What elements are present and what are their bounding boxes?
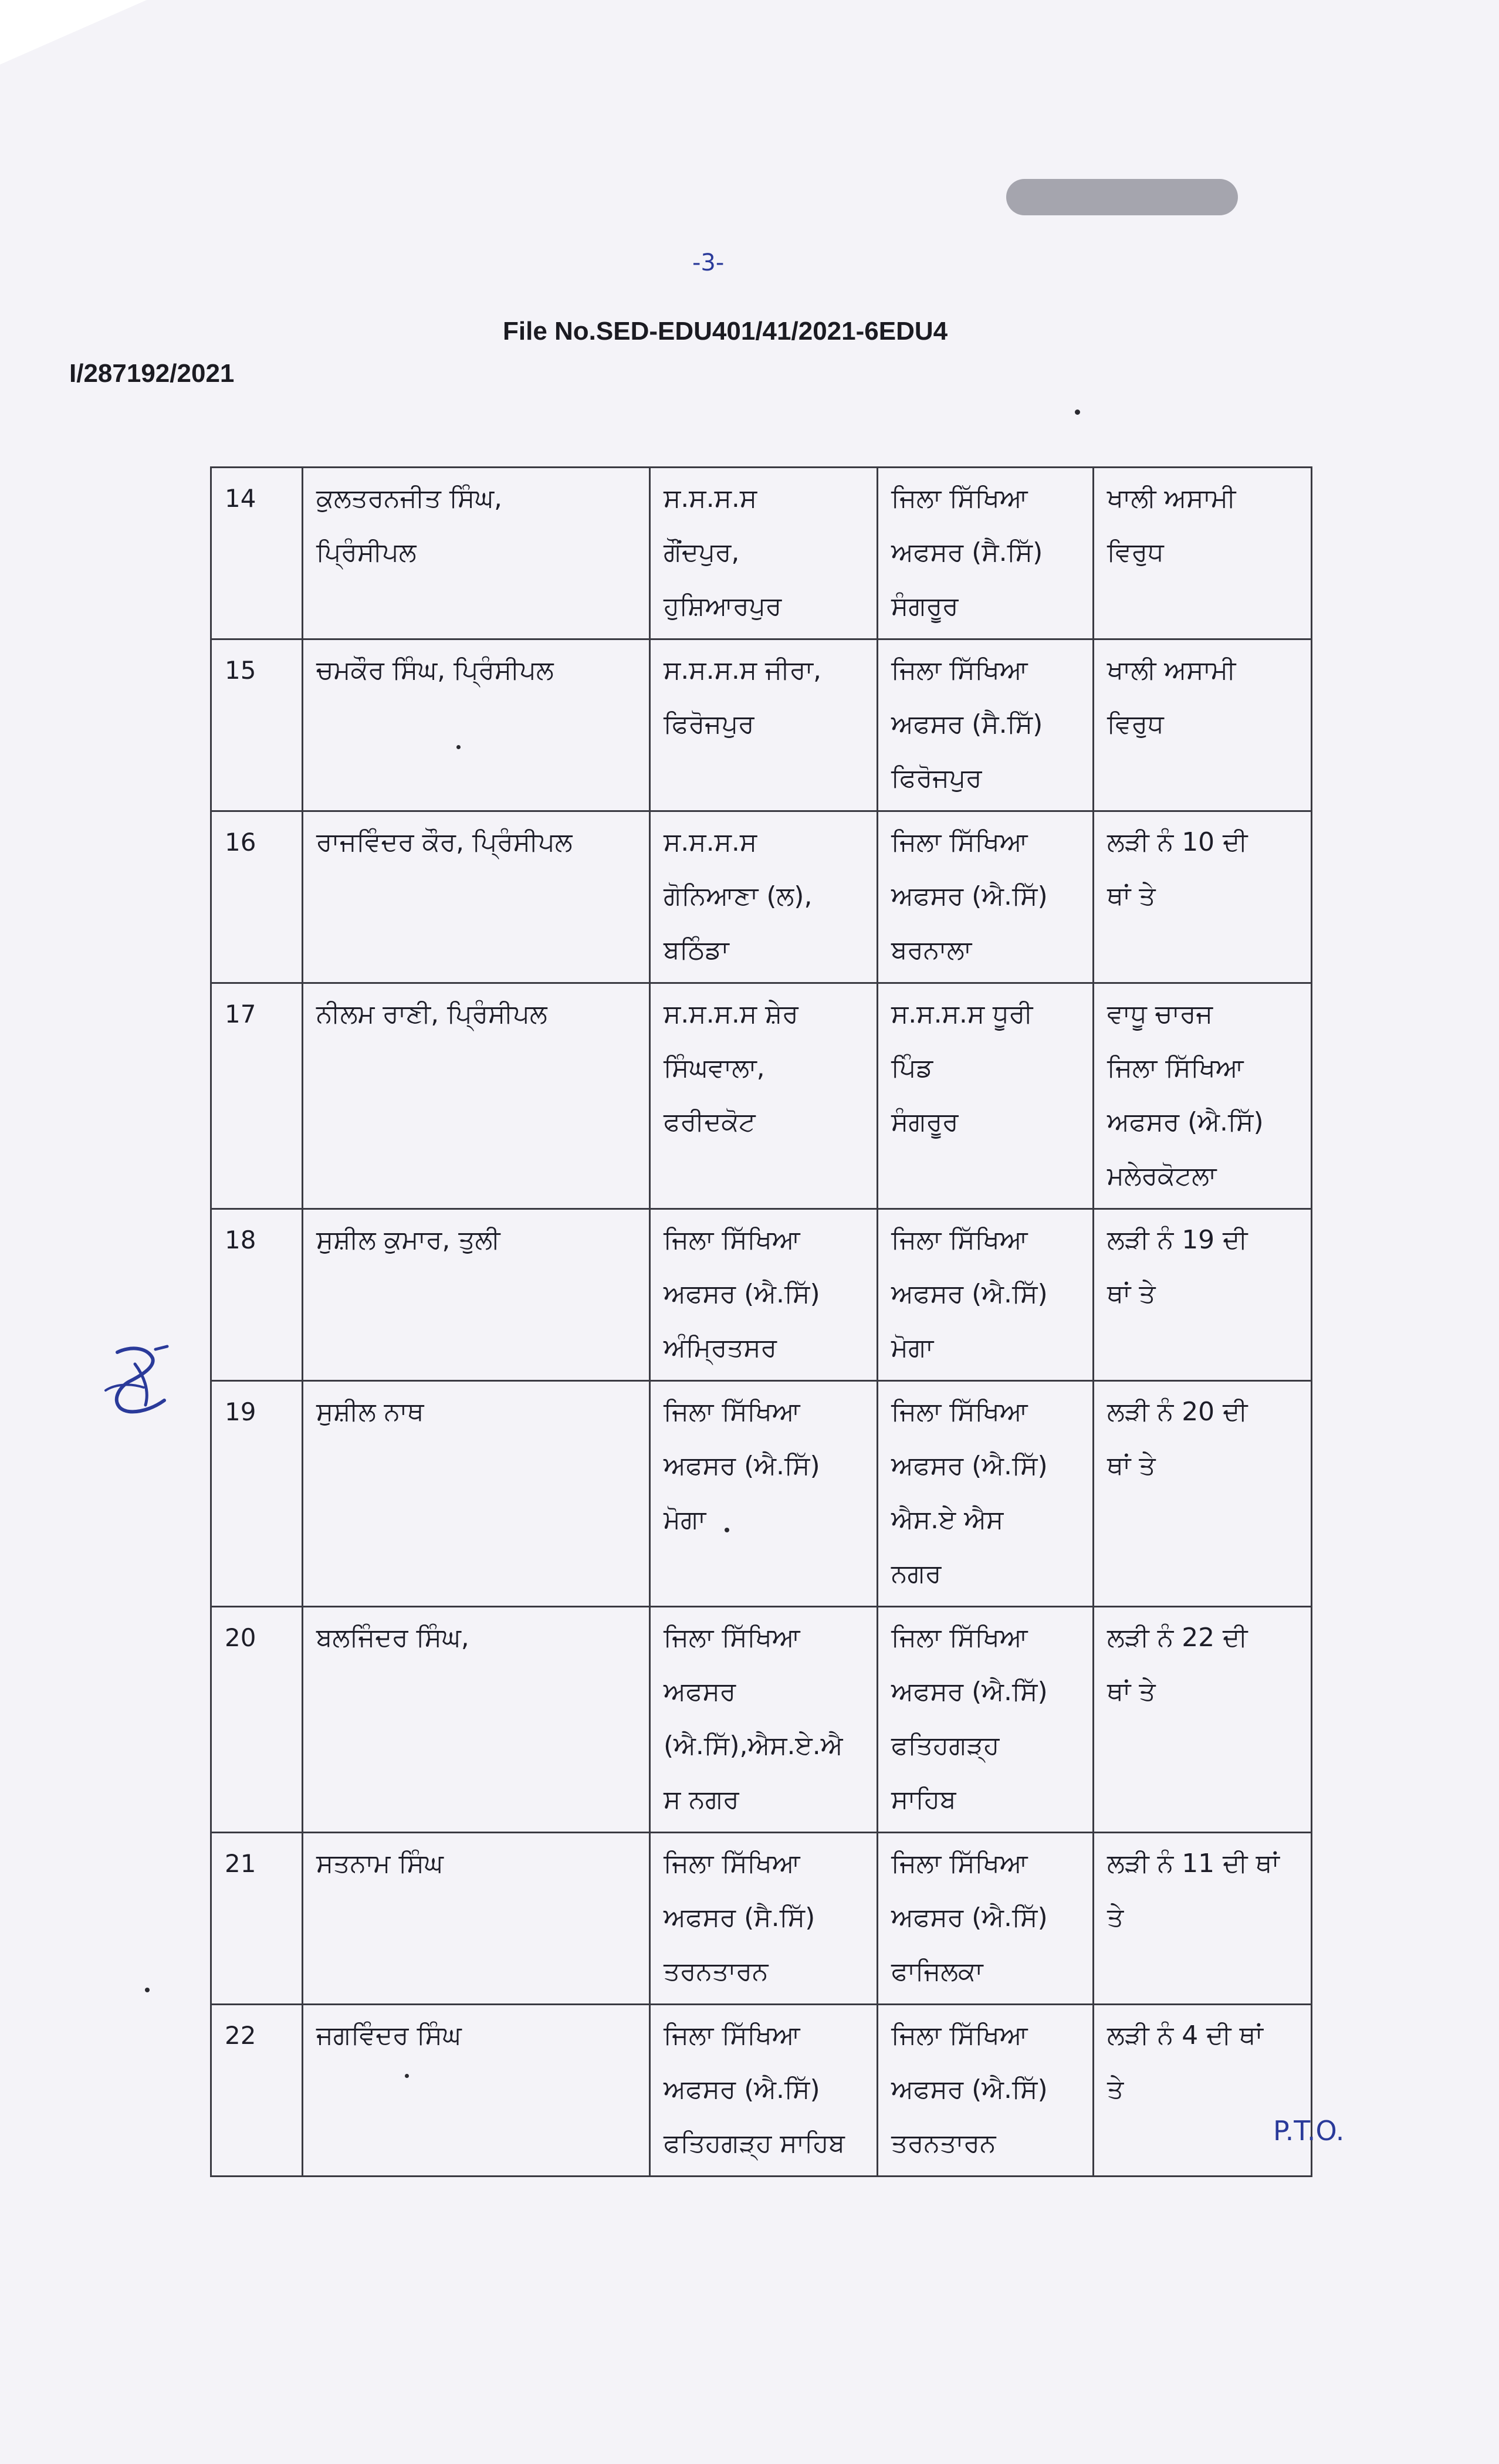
cell-line: ਅਫਸਰ (ਸੈ.ਸਿੱ) (891, 709, 1043, 739)
cell-line: ਜਿਲਾ ਸਿੱਖਿਆ (891, 1225, 1028, 1255)
remarks-cell (1094, 811, 1312, 983)
officer-name-cell (303, 983, 650, 1209)
current-posting-cell (650, 1209, 878, 1381)
cell-line: ਅਫਸਰ (ਐ.ਸਿੱ) (891, 1677, 1048, 1707)
cell-line: ਬਲਜਿੰਦਰ ਸਿੰਘ, (316, 1623, 469, 1653)
serial-number-cell: 19 (211, 1381, 303, 1607)
new-posting-cell (878, 1209, 1094, 1381)
cell-line: (ਐ.ਸਿੱ),ਐਸ.ਏ.ਐ (664, 1731, 843, 1761)
new-posting-cell (878, 2005, 1094, 2177)
cell-line: ਜਿਲਾ ਸਿੱਖਿਆ (664, 1397, 800, 1427)
cell-line: ਸ.ਸ.ਸ.ਸ ਸ਼ੇਰ (664, 999, 798, 1029)
cell-line: ਸ.ਸ.ਸ.ਸ ਜੀਰਾ, (664, 655, 821, 685)
cell-line: ਫਤਿਹਗੜ੍ਹ (891, 1731, 1000, 1761)
speck-mark (1075, 409, 1080, 415)
cell-line: ਜਿਲਾ ਸਿੱਖਿਆ (664, 1849, 800, 1879)
serial-number-cell: 21 (211, 1833, 303, 2005)
cell-line: ਵਾਧੂ ਚਾਰਜ (1107, 999, 1213, 1029)
cell-line: ਜਿਲਾ ਸਿੱਖਿਆ (891, 1397, 1028, 1427)
cell-line: ਅਫਸਰ (664, 1677, 736, 1707)
handwritten-initials (94, 1335, 182, 1423)
cell-line: ਅਫਸਰ (ਐ.ਸਿੱ) (664, 2074, 820, 2104)
serial-number-cell: 16 (211, 811, 303, 983)
cell-line: ਅਫਸਰ (ਐ.ਸਿੱ) (891, 2074, 1048, 2104)
remarks-cell (1094, 2005, 1312, 2177)
cell-line: ਕੁਲਤਰਨਜੀਤ ਸਿੰਘ, (316, 483, 503, 513)
officer-name-cell (303, 2005, 650, 2177)
cell-line: ਬਰਨਾਲਾ (891, 935, 972, 965)
cell-line: ਅਫਸਰ (ਸੈ.ਸਿੱ) (664, 1903, 816, 1932)
new-posting-cell (878, 468, 1094, 639)
cell-line: ਫਿਰੋਜਪੁਰ (664, 709, 754, 739)
cell-line: ਤੇ (1107, 1903, 1124, 1932)
cell-line: ਐਸ.ਏ ਐਸ (891, 1505, 1004, 1535)
remarks-cell (1094, 1209, 1312, 1381)
new-posting-cell (878, 983, 1094, 1209)
cell-line: ਖਾਲੀ ਅਸਾਮੀ (1107, 655, 1236, 685)
cell-line: ਥਾਂ ਤੇ (1107, 881, 1156, 911)
cell-line: ਅੰਮ੍ਰਿਤਸਰ (664, 1333, 777, 1363)
cell-line: ਫਰੀਦਕੋਟ (664, 1107, 756, 1137)
cell-line: ਸਿੰਘਵਾਲਾ, (664, 1053, 765, 1083)
officer-name-cell (303, 811, 650, 983)
cell-line: ਜਿਲਾ ਸਿੱਖਿਆ (1107, 1053, 1244, 1083)
cell-line: ਅਫਸਰ (ਐ.ਸਿੱ) (1107, 1107, 1264, 1137)
cell-line: ਸੁਸ਼ੀਲ ਕੁਮਾਰ, ਤੁਲੀ (316, 1225, 500, 1255)
cell-line: ਜਿਲਾ ਸਿੱਖਿਆ (891, 2020, 1028, 2050)
table-row (211, 1833, 1312, 2005)
cell-line: ਸੁਸ਼ੀਲ ਨਾਥ (316, 1397, 424, 1427)
serial-number-cell: 18 (211, 1209, 303, 1381)
cell-line: ਲੜੀ ਨੰ 19 ਦੀ (1107, 1225, 1248, 1255)
current-posting-cell (650, 2005, 878, 2177)
cell-line: ਜਿਲਾ ਸਿੱਖਿਆ (891, 1849, 1028, 1879)
cell-line: ਲੜੀ ਨੰ 10 ਦੀ (1107, 827, 1248, 857)
table-row (211, 1607, 1312, 1833)
speck-mark (145, 1988, 150, 1992)
remarks-cell (1094, 1607, 1312, 1833)
remarks-cell (1094, 983, 1312, 1209)
cell-line: ਰਾਜਵਿੰਦਰ ਕੌਰ, ਪ੍ਰਿੰਸੀਪਲ (316, 827, 573, 857)
cell-line: ਅਫਸਰ (ਸੈ.ਸਿੱ) (891, 537, 1043, 567)
current-posting-cell (650, 1381, 878, 1607)
cell-line: ਲੜੀ ਨੰ 4 ਦੀ ਥਾਂ (1107, 2020, 1263, 2050)
cell-line: ਜਿਲਾ ਸਿੱਖਿਆ (664, 1623, 800, 1653)
cell-line: ਪ੍ਰਿੰਸੀਪਲ (316, 537, 417, 567)
file-number: File No.SED-EDU401/41/2021-6EDU4 (503, 317, 948, 346)
table-row (211, 1209, 1312, 1381)
cell-line: ਸਤਨਾਮ ਸਿੰਘ (316, 1849, 444, 1879)
cell-line: ਜਿਲਾ ਸਿੱਖਿਆ (664, 1225, 800, 1255)
officer-name-cell (303, 1833, 650, 2005)
new-posting-cell (878, 1607, 1094, 1833)
current-posting-cell (650, 639, 878, 811)
new-posting-cell (878, 1833, 1094, 2005)
remarks-cell (1094, 1381, 1312, 1607)
officer-name-cell (303, 1209, 650, 1381)
table-row (211, 811, 1312, 983)
remarks-cell (1094, 1833, 1312, 2005)
cell-line: ਜਿਲਾ ਸਿੱਖਿਆ (891, 827, 1028, 857)
cell-line: ਮੋਗਾ (664, 1505, 706, 1535)
cell-line: ਗੌਂਦਪੁਰ, (664, 537, 740, 567)
serial-number-cell: 17 (211, 983, 303, 1209)
cell-line: ਫਿਰੋਜਪੁਰ (891, 763, 982, 793)
cell-line: ਲੜੀ ਨੰ 20 ਦੀ (1107, 1397, 1248, 1427)
current-posting-cell (650, 468, 878, 639)
current-posting-cell (650, 811, 878, 983)
cell-line: ਪਿੰਡ (891, 1053, 933, 1083)
cell-line: ਵਿਰੁਧ (1107, 709, 1164, 739)
cell-line: ਅਫਸਰ (ਐ.ਸਿੱ) (891, 1451, 1048, 1481)
current-posting-cell (650, 983, 878, 1209)
new-posting-cell (878, 811, 1094, 983)
cell-line: ਅਫਸਰ (ਐ.ਸਿੱ) (891, 1279, 1048, 1309)
page-corner-fold (0, 0, 147, 65)
cell-line: ਲੜੀ ਨੰ 11 ਦੀ ਥਾਂ (1107, 1849, 1280, 1879)
remarks-cell (1094, 639, 1312, 811)
cell-line: ਚਮਕੌਰ ਸਿੰਘ, ਪ੍ਰਿੰਸੀਪਲ (316, 655, 554, 685)
new-posting-cell (878, 1381, 1094, 1607)
cell-line: ਮਲੇਰਕੋਟਲਾ (1107, 1161, 1217, 1191)
cell-line: ਸੰਗਰੂਰ (891, 1107, 959, 1137)
cell-line: ਮੋਗਾ (891, 1333, 934, 1363)
page-number: -3- (692, 249, 725, 276)
cell-line: ਤਰਨਤਾਰਨ (664, 1957, 769, 1986)
cell-line: ਲੜੀ ਨੰ 22 ਦੀ (1107, 1623, 1248, 1653)
new-posting-cell (878, 639, 1094, 811)
cell-line: ਥਾਂ ਤੇ (1107, 1279, 1156, 1309)
cell-line: ਵਿਰੁਧ (1107, 537, 1164, 567)
cell-line: ਸ ਨਗਰ (664, 1785, 739, 1815)
officer-name-cell (303, 639, 650, 811)
cell-line: ਨਗਰ (891, 1559, 942, 1589)
cell-line: ਗੋਨਿਆਣਾ (ਲ), (664, 881, 813, 911)
table-row (211, 2005, 1312, 2177)
redacted-scribble (1006, 179, 1238, 215)
cell-line: ਜਿਲਾ ਸਿੱਖਿਆ (891, 483, 1028, 513)
cell-line: ਹੁਸ਼ਿਆਰਪੁਰ (664, 591, 782, 621)
current-posting-cell (650, 1833, 878, 2005)
cell-line: ਬਠਿੰਡਾ (664, 935, 729, 965)
cell-line: ਥਾਂ ਤੇ (1107, 1677, 1156, 1707)
table-row (211, 983, 1312, 1209)
table-row (211, 1381, 1312, 1607)
cell-line: ਸ.ਸ.ਸ.ਸ (664, 483, 757, 513)
cell-line: ਸਾਹਿਬ (891, 1785, 956, 1815)
cell-line: ਜਿਲਾ ਸਿੱਖਿਆ (891, 1623, 1028, 1653)
officer-name-cell (303, 1607, 650, 1833)
cell-line: ਤੇ (1107, 2074, 1124, 2104)
officer-name-cell (303, 468, 650, 639)
cell-line: ਜਿਲਾ ਸਿੱਖਿਆ (664, 2020, 800, 2050)
cell-line: ਨੀਲਮ ਰਾਣੀ, ਪ੍ਰਿੰਸੀਪਲ (316, 999, 547, 1029)
table-row (211, 468, 1312, 639)
cell-line: ਖਾਲੀ ਅਸਾਮੀ (1107, 483, 1236, 513)
cell-line: ਫਾਜਿਲਕਾ (891, 1957, 983, 1986)
serial-number-cell: 22 (211, 2005, 303, 2177)
table-body (211, 468, 1312, 2177)
cell-line: ਅਫਸਰ (ਐ.ਸਿੱ) (664, 1451, 820, 1481)
cell-line: ਥਾਂ ਤੇ (1107, 1451, 1156, 1481)
serial-number-cell: 14 (211, 468, 303, 639)
cell-line: ਜਗਵਿੰਦਰ ਸਿੰਘ (316, 2020, 462, 2050)
serial-number-cell: 15 (211, 639, 303, 811)
cell-line: ਅਫਸਰ (ਐ.ਸਿੱ) (891, 881, 1048, 911)
cell-line: ਸ.ਸ.ਸ.ਸ (664, 827, 757, 857)
cell-line: ਅਫਸਰ (ਐ.ਸਿੱ) (891, 1903, 1048, 1932)
remarks-cell (1094, 468, 1312, 639)
table-row (211, 639, 1312, 811)
transfer-orders-table (210, 466, 1312, 2177)
cell-line: ਸੰਗਰੂਰ (891, 591, 959, 621)
cell-line: ਤਰਨਤਾਰਨ (891, 2128, 996, 2158)
serial-number-cell: 20 (211, 1607, 303, 1833)
cell-line: ਜਿਲਾ ਸਿੱਖਿਆ (891, 655, 1028, 685)
please-turn-over-note: P.T.O. (1273, 2115, 1345, 2147)
current-posting-cell (650, 1607, 878, 1833)
officer-name-cell (303, 1381, 650, 1607)
cell-line: ਫਤਿਹਗੜ੍ਹ ਸਾਹਿਬ (664, 2128, 845, 2158)
reference-number: I/287192/2021 (69, 359, 235, 388)
cell-line: ਅਫਸਰ (ਐ.ਸਿੱ) (664, 1279, 820, 1309)
cell-line: ਸ.ਸ.ਸ.ਸ ਧੂਰੀ (891, 999, 1033, 1029)
